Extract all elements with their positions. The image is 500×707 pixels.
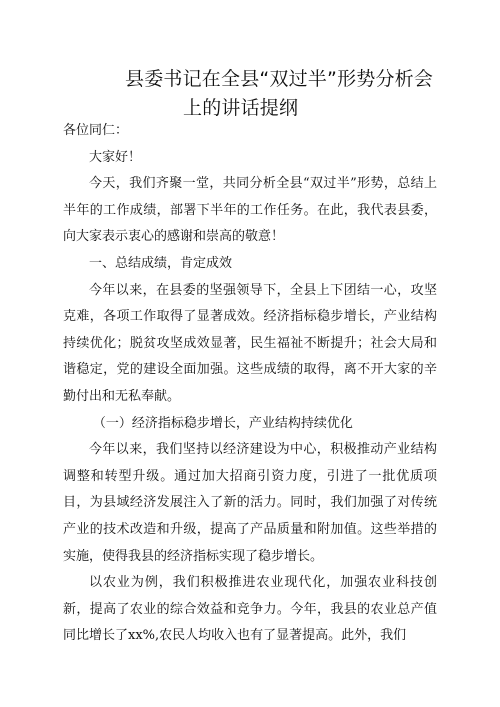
document-title-line-2: 上的讲话提纲 xyxy=(183,97,299,119)
greeting: 大家好！ xyxy=(89,149,142,165)
subsection-1-heading: （一）经济指标稳步增长，产业结构持续优化 xyxy=(92,415,353,431)
section-1-heading: 一、总结成绩，肯定成效 xyxy=(89,255,233,271)
subsection-1-paragraph-1: 今年以来，我们坚持以经济建设为中心，积极推动产业结构调整和转型升级。通过加大招商引资力度，引进了一批优质项目，为县域经济发展注入了新的活力。同时，我们加强了对传统产业的技术改造和升级，提高了产品质量和附加值。这些举措的实施，使得我县的经济指标实现了稳步增长。 xyxy=(63,442,437,564)
subsection-1-paragraph-2: 以农业为例，我们积极推进农业现代化，加强农业科技创新，提高了农业的综合效益和竞争力。今年，我县的农业总产值同比增长了xx%,农民人均收入也有了显著提高。此外，我们 xyxy=(63,575,437,644)
section-1-paragraph: 今年以来，在县委的坚强领导下，全县上下团结一心，攻坚克难，各项工作取得了显著成效。经济指标稳步增长，产业结构持续优化；脱贫攻坚成效显著，民生福祉不断提升；社会大局和谐稳定，党的建设全面加强。这些成绩的取得，离不开大家的辛勤付出和无私奉献。 xyxy=(63,282,437,404)
intro-paragraph: 今天，我们齐聚一堂，共同分析全县“双过半”形势，总结上半年的工作成绩，部署下半年的工作任务。在此，我代表县委，向大家表示衷心的感谢和崇高的敬意！ xyxy=(63,176,437,245)
document-body xyxy=(63,118,437,650)
salutation: 各位同仁： xyxy=(63,123,129,138)
document-title-line-1: 县委书记在全县“双过半”形势分析会 xyxy=(125,68,434,90)
